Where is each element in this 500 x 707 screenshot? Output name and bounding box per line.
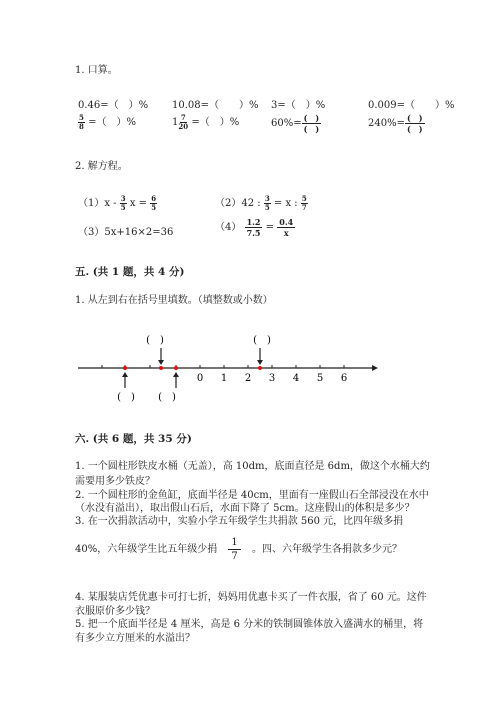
problem-2-line-2: （水没有溢出），取出假山石后，水面下降了 5cm。这座假山的体积是多少？ — [75, 503, 415, 514]
oral-item-5: $\frac{5}{8}$ =（ ）% — [79, 113, 136, 131]
oral-item-6: 1 $\frac{7}{20}$ =（ ）% — [172, 113, 240, 131]
red-point — [159, 366, 163, 370]
problem-2-line-1: 2. 一个圆柱形的金鱼缸，底面半径是 40cm，里面有一座假山石全部浸没在水中 — [75, 490, 429, 501]
problem-3-line-1: 3. 在一次捐款活动中，实验小学五年级学生共捐款 560 元，比四年级多捐 — [75, 516, 404, 527]
tick-label: 0 — [196, 373, 204, 384]
red-point — [174, 366, 178, 370]
tick-label: 1 — [220, 373, 228, 384]
fraction: $\frac{1}{7}$ — [228, 536, 240, 563]
blank-below-2: ( ) — [158, 392, 176, 403]
fraction: $\frac{3}{5}$ — [120, 194, 126, 212]
number-line-figure — [0, 328, 500, 408]
equation-3: （3）5x+16×2=36 — [78, 227, 174, 238]
blank-fraction: $\frac{( )}{( )}$ — [406, 113, 423, 134]
problem-3-line-2: 40%，六年级学生比五年级少捐 $\frac{1}{7}$ 。四、六年级学生各捐款多少元？ — [75, 537, 402, 562]
section5-heading: 五. (共 1 题，共 4 分) — [75, 266, 185, 278]
tick-label: 5 — [316, 373, 324, 384]
problem-5-line-1: 5. 把一个底面半径是 4 厘米，高是 6 分米的铁制圆锥体放入盛满水的桶里，将 — [75, 619, 424, 630]
fraction: $\frac{1.2}{7.5}$ — [246, 217, 261, 238]
problem-5-line-2: 有多少立方厘米的水溢出？ — [75, 633, 195, 644]
blank-above-1: ( ) — [146, 335, 164, 346]
down-arrow-icon — [257, 348, 263, 365]
problem-4-line-2: 衣服原价多少钱？ — [75, 606, 155, 617]
red-point — [123, 366, 127, 370]
tick-label: 4 — [292, 373, 300, 384]
fraction: $\frac{5}{7}$ — [301, 194, 307, 212]
fraction: $\frac{7}{20}$ — [178, 113, 189, 131]
down-arrow-icon — [158, 348, 164, 365]
blank-above-2: ( ) — [253, 335, 271, 346]
oral-item-3: 3=（ ）% — [271, 100, 326, 111]
oral-item-7: 60%= $\frac{( )}{( )}$ — [271, 113, 320, 134]
equation-2: （2）42 : $\frac{3}{5}$ = x : $\frac{5}{7}$ — [215, 194, 307, 212]
problem-4-line-1: 4. 某服装店凭优惠卡可打七折，妈妈用优惠卡买了一件衣服，省了 60 元。这件 — [75, 592, 427, 603]
fraction: $\frac{6}{5}$ — [151, 194, 157, 212]
section6-heading: 六. (共 6 题，共 35 分) — [75, 433, 192, 445]
oral-item-2: 10.08=（ ）% — [172, 100, 259, 111]
blank-fraction: $\frac{( )}{( )}$ — [303, 113, 320, 134]
tick-label: 6 — [340, 373, 348, 384]
red-point — [258, 366, 262, 370]
fraction: $\frac{3}{5}$ — [264, 194, 270, 212]
oral-item-1: 0.46=（ ）% — [78, 100, 149, 111]
oral-item-8: 240%= $\frac{( )}{( )}$ — [368, 113, 423, 134]
equation-4: （4） $\frac{1.2}{7.5}$ = $\frac{0.4}{x}$ — [215, 217, 294, 238]
problem-1-line-1: 1. 一个圆柱形铁皮水桶（无盖），高 10dm，底面直径是 6dm，做这个水桶大约 — [75, 461, 430, 472]
fraction: $\frac{0.4}{x}$ — [279, 217, 294, 238]
oral-item-4: 0.009=（ ）% — [368, 100, 455, 111]
section2-heading: 2. 解方程。 — [75, 161, 128, 172]
equation-1: （1）x - $\frac{3}{5}$ x = $\frac{6}{5}$ — [78, 194, 157, 212]
section5-question-1: 1. 从左到右在括号里填数。（填整数或小数） — [75, 295, 273, 306]
tick-label: 2 — [244, 373, 252, 384]
fraction: $\frac{5}{8}$ — [79, 113, 84, 131]
tick-label: 3 — [268, 373, 276, 384]
axis-arrow-icon — [372, 365, 378, 371]
problem-1-line-2: 需要用多少铁皮？ — [75, 476, 155, 487]
blank-below-1: ( ) — [117, 392, 135, 403]
section1-heading: 1. 口算。 — [75, 65, 118, 76]
up-arrow-icon — [173, 372, 179, 388]
up-arrow-icon — [122, 372, 128, 388]
